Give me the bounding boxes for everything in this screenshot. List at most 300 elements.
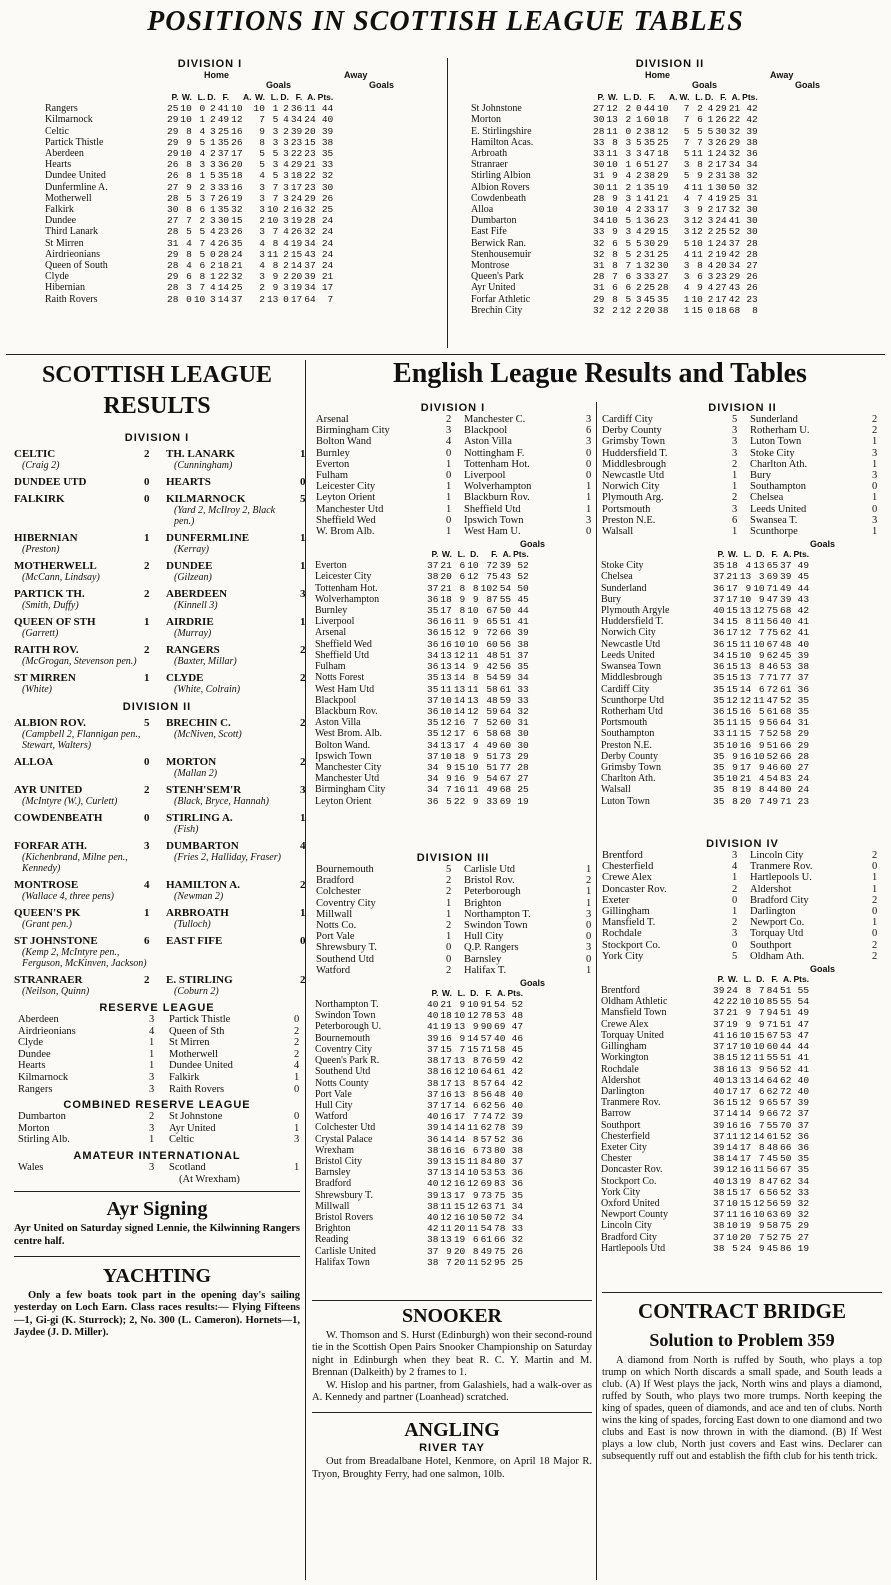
stat-cell: 68 (780, 605, 792, 617)
team-name: Bournemouth (315, 1032, 370, 1044)
away-score: 3 (300, 784, 306, 796)
column-header: P. (717, 549, 725, 560)
home-score: 1 (446, 897, 452, 909)
column-rule (447, 58, 448, 348)
result-row (314, 481, 592, 492)
stat-cell: 29 (290, 159, 303, 171)
stat-cell: 0 (283, 293, 289, 305)
stat-cell: 36 (797, 683, 810, 695)
stat-cell: 27 (797, 761, 810, 773)
table-row (600, 672, 810, 683)
away-team: Aston Villa (464, 436, 512, 448)
result-row (14, 1084, 300, 1096)
away-score: 1 (300, 532, 306, 544)
match-line (14, 644, 306, 656)
stat-cell: 14 (440, 1133, 452, 1145)
stat-cell: 9 (472, 627, 479, 639)
stat-cell: 27 (797, 1231, 810, 1243)
column-header: D. (756, 549, 765, 560)
home-team: PARTICK TH. (14, 588, 85, 600)
result-row (600, 448, 885, 459)
away-team: Wolverhampton (464, 481, 532, 493)
stat-cell: 32 (321, 170, 334, 182)
away-score: 1 (586, 864, 592, 875)
stat-cell: 9 (612, 226, 618, 238)
stat-cell: 4 (707, 260, 714, 272)
stat-cell: 2 (707, 170, 714, 182)
stat-cell: 17 (453, 1189, 466, 1201)
stat-cell: 13 (726, 1074, 738, 1086)
stat-cell: 13 (739, 661, 752, 673)
stat-cell: 3 (210, 215, 216, 227)
stat-cell: 44 (321, 103, 334, 115)
header-row (44, 92, 334, 103)
result-row (314, 875, 592, 886)
stat-cell: 13 (440, 661, 452, 673)
column-header: F. (491, 549, 498, 560)
stat-cell: 64 (766, 1074, 779, 1086)
team-name: Stranraer (471, 159, 508, 171)
table-row (600, 1232, 810, 1243)
stat-cell: 17 (715, 204, 727, 216)
home-score: 4 (732, 861, 738, 873)
column-header: D. (207, 92, 216, 102)
table-row (314, 1234, 524, 1245)
team-name: Dundee United (45, 170, 106, 182)
stat-cell: 13 (467, 694, 479, 706)
stat-cell: 36 (797, 1141, 810, 1153)
stat-cell: 16 (453, 1211, 466, 1223)
table-row (314, 605, 530, 616)
main-headline: POSITIONS IN SCOTTISH LEAGUE TABLES (147, 6, 744, 37)
stat-cell: 19 (726, 1018, 738, 1030)
away-team: RANGERS (166, 644, 220, 656)
stat-cell: 58 (486, 683, 498, 695)
stat-cell: 33 (713, 728, 725, 740)
stat-cell: 11 (266, 248, 279, 260)
stat-cell: 33 (321, 159, 334, 171)
stat-cell: 50 (480, 1211, 493, 1223)
column-header: Pts. (507, 987, 524, 998)
home-team: COWDENBEATH (14, 812, 103, 824)
table-row (470, 159, 759, 170)
scorers-line (14, 505, 300, 527)
stat-cell: 40 (713, 1074, 725, 1086)
column-header: D. (470, 549, 479, 560)
stat-cell: 20 (231, 159, 243, 171)
away-score: 2 (300, 879, 306, 891)
stat-cell: 39 (797, 1097, 810, 1109)
stat-cell: 34 (511, 1200, 524, 1212)
stat-cell: 42 (746, 114, 758, 126)
team-name: Oxford United (601, 1197, 660, 1209)
table-row (600, 796, 810, 807)
stat-cell: 6 (459, 571, 466, 583)
stat-cell: 41 (517, 616, 529, 628)
table-row (44, 170, 334, 181)
stat-cell: 60 (643, 114, 656, 126)
stat-cell: 63 (480, 1200, 493, 1212)
stat-cell: 5 (683, 170, 690, 182)
stat-cell: 42 (713, 996, 725, 1008)
stat-cell: 91 (480, 999, 493, 1011)
stat-cell: 40 (427, 1211, 439, 1223)
stat-cell: 3 (707, 215, 714, 227)
stat-cell: 47 (797, 1029, 810, 1041)
stat-cell: 27 (593, 103, 605, 115)
stat-cell: 27 (657, 159, 669, 171)
stat-cell: 12 (440, 717, 452, 729)
away-team: Manchester C. (464, 414, 526, 425)
stat-cell: 13 (440, 672, 452, 684)
stat-cell: 8 (472, 582, 479, 594)
stat-cell: 8 (472, 1088, 479, 1100)
stat-cell: 30 (746, 226, 758, 238)
stat-cell: 5 (210, 170, 216, 182)
away-scorers: (White, Colrain) (174, 684, 241, 695)
snooker-p2: W. Hislop and his partner, from Galashiels, had a walk-over as A. Kennedy and partner (Loanhead) scratched. (312, 1379, 592, 1404)
match-line (14, 532, 306, 544)
away-team: Blackburn Rov. (464, 492, 530, 504)
match-line (14, 840, 306, 852)
stat-cell: 42 (728, 293, 741, 305)
stat-cell: 54 (499, 582, 512, 594)
stat-cell: 13 (606, 114, 618, 126)
stat-cell: 17 (739, 1153, 752, 1165)
column-header: P. (717, 973, 725, 984)
table-row (600, 1097, 810, 1108)
team-name: Aberdeen (45, 148, 84, 160)
home-team: STRANRAER (14, 974, 83, 986)
stat-cell: 58 (494, 1043, 506, 1055)
scot-div2-table (470, 92, 759, 316)
stat-cell: 38 (427, 1256, 439, 1268)
stat-cell: 13 (453, 683, 466, 695)
stat-cell: 35 (713, 750, 725, 762)
stat-cell: 53 (480, 1167, 493, 1179)
stat-cell: 40 (427, 1178, 439, 1190)
scorers-line (14, 824, 300, 835)
stat-cell: 32 (643, 260, 656, 272)
team-name: Aston Villa (315, 717, 361, 729)
team-name: Partick Thistle (45, 136, 104, 148)
column-header: D. (470, 987, 479, 998)
stat-cell: 3 (259, 204, 265, 216)
home-score: 1 (446, 481, 452, 493)
away-score: 1 (872, 883, 878, 895)
table-row (600, 661, 810, 672)
stat-cell: 29 (167, 271, 179, 283)
stat-cell: 27 (517, 773, 529, 785)
stat-cell: 34 (593, 215, 605, 227)
stat-cell: 12 (739, 1097, 752, 1109)
away-team: Leeds United (750, 503, 807, 515)
team-name: Third Lanark (45, 226, 99, 238)
stat-cell: 6 (472, 728, 479, 740)
stat-cell: 39 (713, 1141, 725, 1153)
stat-cell: 45 (643, 293, 656, 305)
team-name: Burnley (315, 605, 348, 617)
stat-cell: 9 (472, 1021, 479, 1033)
home-scorers: (Wallace 4, three pens) (22, 891, 115, 902)
team-name: Morton (471, 114, 501, 126)
stat-cell: 9 (758, 1018, 765, 1030)
table-row (314, 762, 530, 773)
stat-cell: 42 (511, 1066, 524, 1078)
stat-cell: 14 (290, 260, 303, 272)
stat-cell: 10 (739, 649, 752, 661)
stat-cell: 13 (440, 739, 452, 751)
result-row (314, 909, 592, 920)
match-result (14, 974, 306, 997)
match-result (14, 812, 306, 835)
eng-d4-table (600, 974, 810, 1254)
stat-cell: 16 (739, 1119, 752, 1131)
stat-cell: 38 (427, 1077, 439, 1089)
stat-cell: 8 (472, 672, 479, 684)
stat-cell: 33 (593, 148, 605, 160)
scorers-line (14, 986, 300, 997)
stat-cell: 24 (797, 784, 810, 796)
stat-cell: 3 (210, 125, 216, 137)
stat-cell: 43 (304, 248, 316, 260)
stat-cell: 27 (167, 215, 179, 227)
away-team: Swansea T. (750, 514, 798, 526)
stat-cell: 30 (517, 739, 529, 751)
stat-cell: 4 (199, 125, 206, 137)
away-team: Stoke City (750, 447, 795, 459)
away-team: Darlington (750, 905, 796, 917)
stat-cell: 14 (453, 1122, 466, 1134)
team-name: Barnsley (315, 1167, 351, 1179)
away-scorers: (Cunningham) (174, 460, 233, 471)
stat-cell: 28 (304, 215, 316, 227)
stat-cell: 41 (643, 192, 656, 204)
away-score: 0 (586, 919, 592, 931)
home-score: 0 (732, 894, 738, 906)
table-row (470, 294, 759, 305)
stat-cell: 49 (780, 582, 792, 594)
stat-cell: 56 (766, 1164, 779, 1176)
stat-cell: 85 (766, 996, 779, 1008)
stat-cell: 21 (726, 1007, 738, 1019)
away-team: HAMILTON A. (166, 879, 240, 891)
stat-cell: 12 (739, 627, 752, 639)
away-team: Scunthorpe (750, 525, 798, 537)
stat-cell: 51 (766, 739, 779, 751)
stat-cell: 41 (797, 1063, 810, 1075)
stat-cell: 15 (304, 136, 316, 148)
table-row (314, 583, 530, 594)
stat-cell: 13 (753, 560, 765, 572)
away-score: 2 (300, 717, 306, 729)
team-name: Arsenal (315, 627, 347, 639)
stat-cell: 9 (446, 773, 452, 785)
stat-cell: 17 (657, 204, 669, 216)
match-line (14, 560, 306, 572)
stat-cell: 32 (728, 125, 741, 137)
team-name: Scunthorpe Utd (601, 694, 665, 706)
stat-cell: 14 (453, 1133, 466, 1145)
away-team: DUNFERMLINE (166, 532, 250, 544)
away-team: Bradford City (750, 894, 809, 906)
stat-cell: 32 (231, 204, 243, 216)
stat-cell: 30 (167, 204, 179, 216)
stat-cell: 2 (636, 170, 642, 182)
match-result (14, 717, 306, 751)
stat-cell: 28 (797, 750, 810, 762)
stat-cell: 71 (766, 672, 779, 684)
stat-cell: 68 (728, 304, 741, 316)
table-row (470, 305, 759, 316)
table-row (314, 1145, 524, 1156)
result-row (314, 470, 592, 481)
stat-cell: 3 (259, 226, 265, 238)
home-team: Kilmarnock (18, 1071, 69, 1083)
team-name: Crystal Palace (315, 1133, 373, 1145)
away-team: Swindon Town (464, 919, 528, 931)
scorers-line (14, 919, 300, 930)
stat-cell: 44 (797, 1041, 810, 1053)
stat-cell: 34 (427, 649, 439, 661)
stat-cell: 1 (636, 260, 642, 272)
stat-cell: 34 (797, 1175, 810, 1187)
rule (14, 1256, 300, 1257)
stat-cell: 9 (758, 649, 765, 661)
result-row (600, 850, 885, 861)
stat-cell: 40 (797, 1085, 810, 1097)
stat-cell: 33 (517, 683, 529, 695)
stat-cell: 34 (427, 761, 439, 773)
stat-cell: 38 (427, 1200, 439, 1212)
stat-cell: 39 (511, 1122, 524, 1134)
stat-cell: 2 (625, 181, 632, 193)
stat-cell: 6 (625, 282, 632, 294)
stat-cell: 39 (321, 125, 334, 137)
team-name: Sunderland (601, 582, 647, 594)
stat-cell: 47 (643, 148, 656, 160)
team-name: Airdrieonians (45, 248, 100, 260)
home-score: 6 (144, 935, 150, 947)
stat-cell: 34 (713, 649, 725, 661)
stat-cell: 35 (517, 661, 529, 673)
stat-cell: 78 (494, 1122, 506, 1134)
table-row (44, 249, 334, 260)
header-row (600, 974, 810, 985)
team-name: Kilmarnock (45, 114, 93, 126)
eng-d2-goals-label: Goals (810, 539, 836, 550)
stat-cell: 34 (713, 616, 725, 628)
away-score: 1 (586, 964, 592, 976)
stat-cell: 28 (593, 192, 605, 204)
stat-cell: 34 (304, 237, 316, 249)
stat-cell: 5 (446, 795, 452, 807)
stat-cell: 44 (766, 784, 779, 796)
stat-cell: 19 (290, 215, 303, 227)
stat-cell: 5 (186, 192, 192, 204)
stat-cell: 38 (797, 661, 810, 673)
stat-cell: 4 (283, 159, 289, 171)
ayr-signing-text: Ayr United on Saturday signed Lennie, the Kilwinning Rangers centre half. (14, 1223, 300, 1247)
stat-cell: 13 (440, 1234, 452, 1246)
away-score: 3 (872, 514, 878, 526)
stat-cell: 51 (780, 1052, 792, 1064)
team-name: Manchester City (315, 761, 382, 773)
team-name: Bristol City (315, 1155, 362, 1167)
stat-cell: 35 (427, 605, 439, 617)
away-scorers: (Fish) (174, 824, 199, 835)
stat-cell: 30 (746, 204, 758, 216)
result-row (600, 492, 885, 503)
result-row (600, 906, 885, 917)
stat-cell: 38 (657, 304, 669, 316)
result-row (600, 436, 885, 447)
stat-cell: 6 (472, 1234, 479, 1246)
stat-cell: 21 (440, 582, 452, 594)
stat-cell: 19 (739, 1220, 752, 1232)
column-header: L. (743, 973, 752, 984)
table-row (600, 784, 810, 795)
stat-cell: 15 (440, 1043, 452, 1055)
stat-cell: 2 (283, 271, 289, 283)
stat-cell: 47 (766, 593, 779, 605)
table-row (314, 560, 530, 571)
result-row (600, 526, 885, 537)
stat-cell: 11 (753, 616, 765, 628)
stat-cell: 9 (446, 1245, 452, 1257)
header-row (314, 988, 524, 999)
home-team: AYR UNITED (14, 784, 83, 796)
stat-cell: 0 (186, 293, 192, 305)
stat-cell: 3 (283, 136, 289, 148)
stat-cell: 51 (780, 1007, 792, 1019)
column-header: Pts. (793, 973, 810, 984)
scorers-line (14, 656, 300, 667)
stat-cell: 9 (732, 750, 738, 762)
stat-cell: 26 (231, 136, 243, 148)
stat-cell: 11 (467, 1256, 479, 1268)
stat-cell: 54 (766, 773, 779, 785)
result-row (600, 861, 885, 872)
stat-cell: 14 (217, 293, 230, 305)
stat-cell: 17 (739, 1085, 752, 1097)
stat-cell: 19 (440, 1021, 452, 1033)
table-row (600, 1142, 810, 1153)
home-score: 2 (446, 875, 452, 887)
header-cell (44, 92, 166, 103)
away-team: Sheffield Utd (464, 503, 521, 515)
team-name: Hibernian (45, 282, 85, 294)
stat-cell: 75 (494, 1245, 506, 1257)
home-score: 3 (149, 1083, 155, 1095)
home-score: 3 (149, 1122, 155, 1134)
table-row (600, 1075, 810, 1086)
stat-cell: 45 (511, 1043, 524, 1055)
amateur-away-score: 1 (294, 1161, 300, 1173)
home-team: Walsall (602, 525, 634, 537)
home-team: Burnley (316, 447, 350, 459)
home-score: 1 (144, 672, 150, 684)
stat-cell: 42 (486, 661, 498, 673)
away-scorers: (Kerray) (174, 544, 209, 555)
away-score: 2 (294, 1048, 300, 1060)
stat-cell: 9 (758, 739, 765, 751)
stat-cell: 75 (766, 605, 779, 617)
column-header: A. (731, 92, 741, 102)
team-name: Millwall (315, 1200, 350, 1212)
table-row (314, 1257, 524, 1268)
result-row (14, 1072, 300, 1084)
